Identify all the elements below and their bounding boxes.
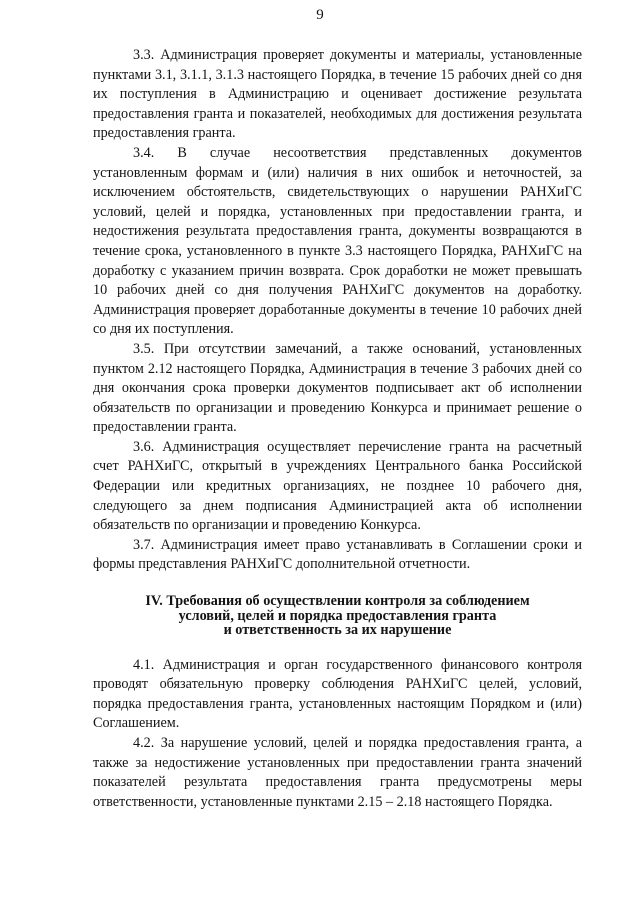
section-heading-line: IV. Требования об осуществлении контроля за соблюдением (145, 593, 530, 610)
section-heading-iv (93, 594, 582, 638)
paragraph-3-4: 3.4. В случае несоответствия представленных документов установленным формам и (или) наличия в них ошибок и неточностей, за исключением обстоятельств, свидетельствующих о нарушении РАНХиГС условий, целей и порядка, установленных при предоставлении гранта, и недостижения результата предоставления гранта, документы возвращаются в течение срока, установленного в пункте 3.3 настоящего Порядка, РАНХиГС на доработку с указанием причин возврата. Срок доработки не может превышать 10 рабочих дней со дня получения РАНХиГС документов на доработку. Администрация проверяет доработанные документы в течение 10 рабочих дней со дня их поступления. (93, 144, 582, 338)
paragraph-3-6: 3.6. Администрация осуществляет перечисление гранта на расчетный счет РАНХиГС, открытый в учреждениях Центрального банка Российской Федерации или кредитных организациях, не позднее 10 рабочего дня, следующего за днем подписания Администрацией акта об исполнении обязательств по организации и проведению Конкурса. (93, 438, 582, 534)
section-heading-line: условий, целей и порядка предоставления гранта (178, 607, 497, 624)
paragraph-3-3: 3.3. Администрация проверяет документы и материалы, установленные пунктами 3.1, 3.1.1, 3.1.3 настоящего Порядка, в течение 15 рабочих дней со дня их поступления в Администрацию и оценивает достижение результата предоставления гранта и показателей, необходимых для достижения результата предоставления гранта. (93, 47, 582, 142)
section-heading-line: и ответственность за их нарушение (223, 622, 452, 639)
paragraph-3-5: 3.5. При отсутствии замечаний, а также оснований, установленных пунктом 2.12 настоящего Порядка, Администрация в течение 3 рабочих дней со дня окончания срока проверки документов подписывает акт об исполнении обязательств по организации и проведению Конкурса и принимает решение о предоставлении гранта. (93, 340, 582, 436)
document-body (93, 46, 582, 812)
paragraph-3-7: 3.7. Администрация имеет право устанавливать в Соглашении сроки и формы представления РАНХиГС дополнительной отчетности. (93, 536, 582, 573)
paragraph-4-1: 4.1. Администрация и орган государственного финансового контроля проводят обязательную проверку соблюдения РАНХиГС целей, условий, порядка предоставления гранта, установленных настоящим Порядком и (или) Соглашением. (93, 656, 582, 732)
paragraph-4-2: 4.2. За нарушение условий, целей и порядка предоставления гранта, а также за недостижение установленных при предоставлении гранта значений показателей результата предоставления гранта предусмотрены меры ответственности, установленные пунктами 2.15 – 2.18 настоящего Порядка. (93, 734, 582, 810)
page-number: 9 (316, 7, 324, 23)
